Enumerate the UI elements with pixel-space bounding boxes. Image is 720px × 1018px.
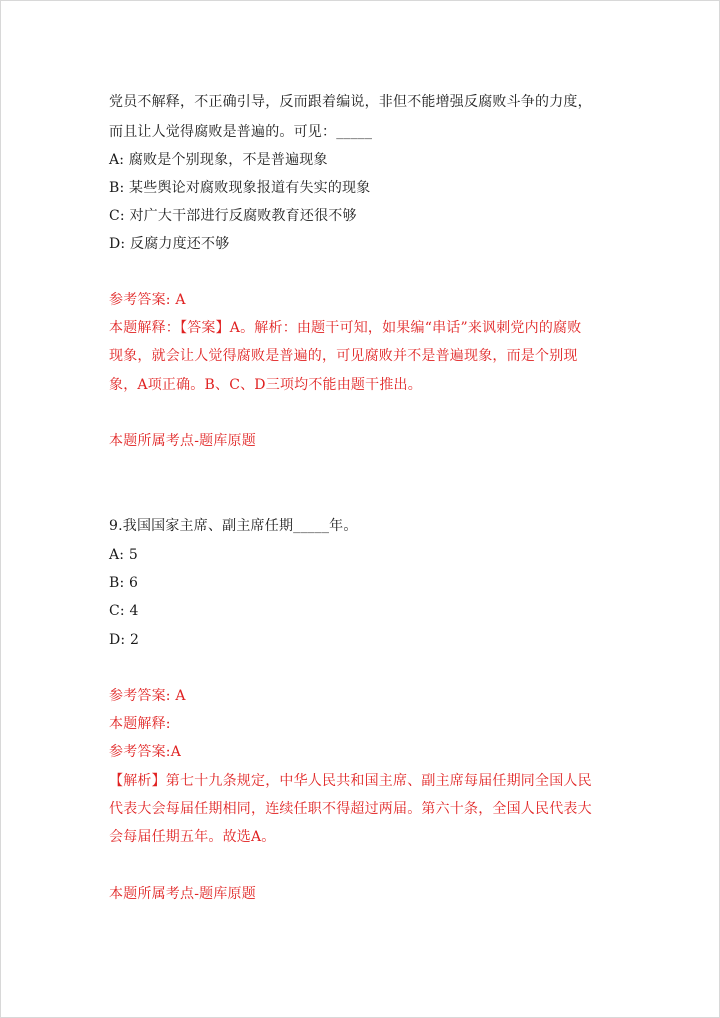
q9-option-c: C: 4 — [109, 603, 139, 619]
q8-option-d: D: 反腐力度还不够 — [109, 236, 230, 252]
q8-stem-line-2: 而且让人觉得腐败是普遍的。可见：_____ — [109, 124, 373, 140]
q9-explanation-line-1: 【解析】第七十九条规定，中华人民共和国主席、副主席每届任期同全国人民 — [109, 773, 592, 789]
q9-option-d: D: 2 — [109, 632, 140, 648]
q8-explanation-line-3: 象，A项正确。B、C、D三项均不能由题干推出。 — [109, 377, 422, 393]
q9-option-a: A: 5 — [109, 547, 138, 563]
q9-explanation-line-3: 会每届任期五年。故选A。 — [109, 829, 276, 845]
q8-stem-line-1: 党员不解释，不正确引导，反而跟着编说，非但不能增强反腐败斗争的力度， — [109, 94, 592, 110]
q9-explanation-line-2: 代表大会每届任期相同，连续任职不得超过两届。第六十条，全国人民代表大 — [109, 801, 592, 817]
q9-explanation-label: 本题解释: — [109, 716, 171, 732]
q9-option-b: B: 6 — [109, 575, 139, 591]
q8-source: 本题所属考点-题库原题 — [109, 433, 256, 449]
q9-stem: 9.我国国家主席、副主席任期_____年。 — [109, 518, 358, 534]
q9-answer: 参考答案: A — [109, 688, 186, 704]
q8-option-a: A: 腐败是个别现象，不是普遍现象 — [109, 152, 328, 168]
q8-option-c: C: 对广大干部进行反腐败教育还很不够 — [109, 208, 357, 224]
q9-answer-repeat: 参考答案:A — [109, 744, 182, 760]
q8-explanation-line-2: 现象，就会让人觉得腐败是普遍的，可见腐败并不是普遍现象，而是个别现 — [109, 348, 578, 364]
q8-answer: 参考答案: A — [109, 292, 186, 308]
q8-explanation-line-1: 本题解释：【答案】A。解析：由题干可知，如果编“串话”来讽刺党内的腐败 — [109, 320, 582, 336]
q9-source: 本题所属考点-题库原题 — [109, 886, 256, 902]
q8-option-b: B: 某些舆论对腐败现象报道有失实的现象 — [109, 180, 371, 196]
